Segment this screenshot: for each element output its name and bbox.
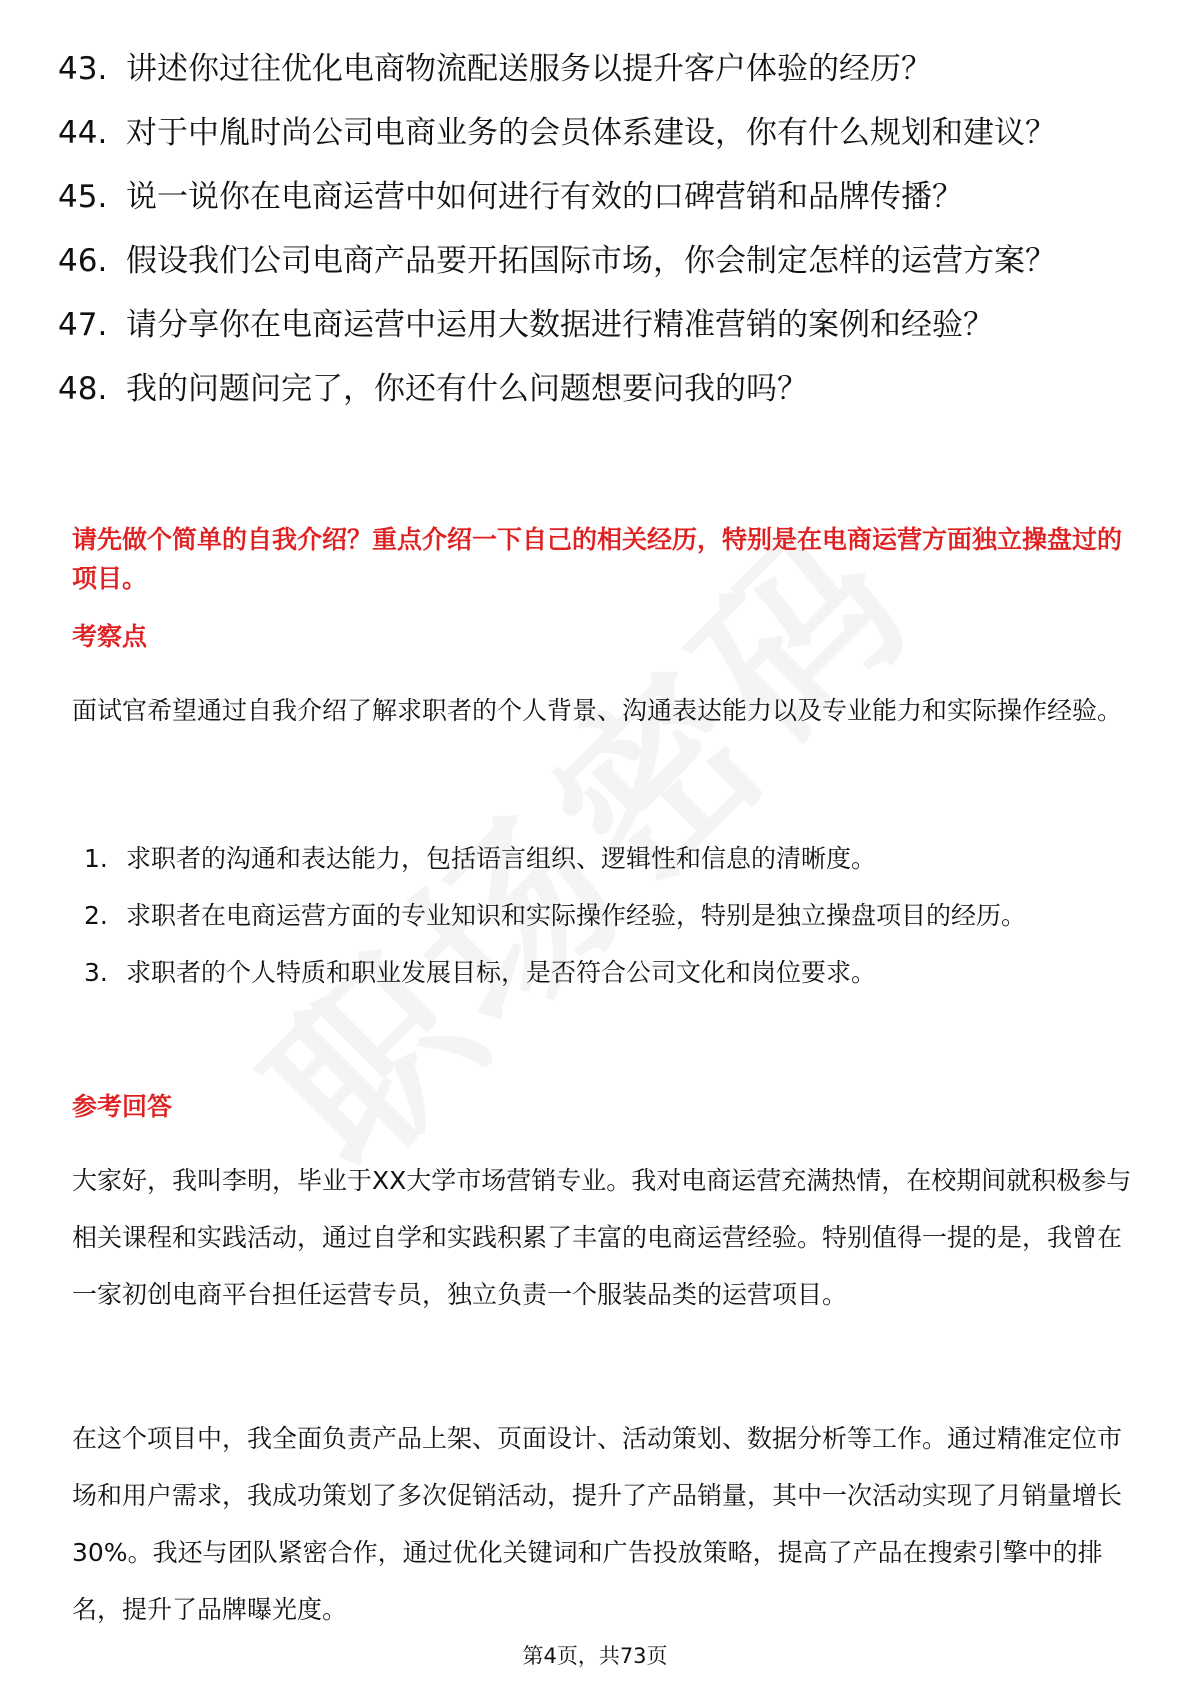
question-text: 对于中胤时尚公司电商业务的会员体系建设，你有什么规划和建议？ (126, 115, 1056, 151)
question-list (58, 48, 1138, 432)
question-item (58, 304, 1138, 346)
question-item (58, 176, 1138, 218)
point-number: 1. (84, 844, 108, 873)
answer-paragraph-1: 大家好，我叫李明，毕业于XX大学市场营销专业。我对电商运营充满热情，在校期间就积极参与相关课程和实践活动，通过自学和实践积累了丰富的电商运营经验。特别值得一提的是，我曾在一家初创电商平台担任运营专员，独立负责一个服装品类的运营项目。 (72, 1166, 1132, 1309)
question-item (58, 112, 1138, 154)
question-item (58, 48, 1138, 90)
point-text: 求职者的沟通和表达能力，包括语言组织、逻辑性和信息的清晰度。 (126, 844, 877, 873)
assessment-point (84, 887, 1124, 944)
point-text: 求职者的个人特质和职业发展目标，是否符合公司文化和岗位要求。 (126, 958, 877, 987)
question-number: 43. (58, 51, 108, 87)
kaocha-intro-paragraph: 面试官希望通过自我介绍了解求职者的个人背景、沟通表达能力以及专业能力和实际操作经验。 (72, 696, 1123, 725)
assessment-point (84, 944, 1124, 1001)
page-footer: 第4页，共73页 (522, 1644, 668, 1668)
question-text: 说一说你在电商运营中如何进行有效的口碑营销和品牌传播？ (126, 179, 963, 215)
question-number: 47. (58, 307, 108, 343)
assessment-point (84, 830, 1124, 887)
section-title-answer: 参考回答 (72, 1092, 173, 1121)
question-text: 讲述你过往优化电商物流配送服务以提升客户体验的经历？ (126, 51, 932, 87)
question-number: 46. (58, 243, 108, 279)
point-text: 求职者在电商运营方面的专业知识和实际操作经验，特别是独立操盘项目的经历。 (126, 901, 1027, 930)
answer-paragraph-2: 在这个项目中，我全面负责产品上架、页面设计、活动策划、数据分析等工作。通过精准定位市场和用户需求，我成功策划了多次促销活动，提升了产品销量，其中一次活动实现了月销量增长30%。我还与团队紧密合作，通过优化关键词和广告投放策略，提高了产品在搜索引擎中的排名，提升了品牌曝光度。 (72, 1424, 1123, 1624)
section-title-kaocha: 考察点 (72, 622, 148, 651)
question-number: 48. (58, 371, 108, 407)
question-item (58, 240, 1138, 282)
question-text: 假设我们公司电商产品要开拓国际市场，你会制定怎样的运营方案？ (126, 243, 1056, 279)
question-text: 我的问题问完了，你还有什么问题想要问我的吗？ (126, 371, 808, 407)
point-number: 2. (84, 901, 108, 930)
highlighted-question: 请先做个简单的自我介绍？重点介绍一下自己的相关经历，特别是在电商运营方面独立操盘过的项目。 (72, 525, 1123, 593)
assessment-points-list (84, 830, 1124, 1001)
point-number: 3. (84, 958, 108, 987)
question-text: 请分享你在电商运营中运用大数据进行精准营销的案例和经验？ (126, 307, 994, 343)
question-number: 44. (58, 115, 108, 151)
question-item (58, 368, 1138, 410)
question-number: 45. (58, 179, 108, 215)
